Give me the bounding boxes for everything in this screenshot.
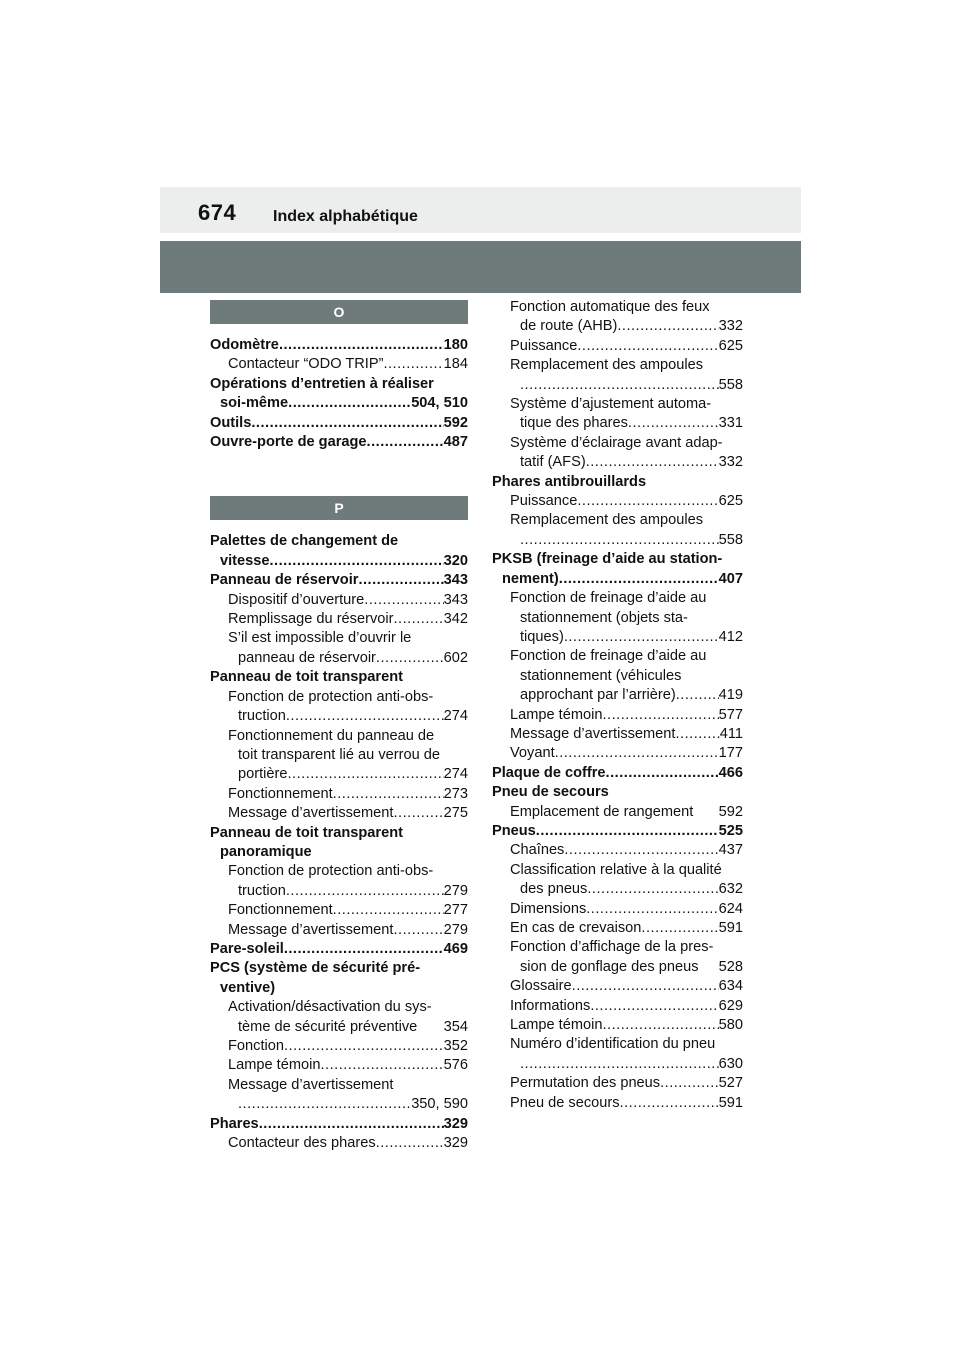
page-ref: 407 [718,570,743,587]
page-ref: 342 [443,611,468,628]
entry-text: Voyant [510,745,555,762]
index-subentry [210,727,468,785]
index-subentry [210,901,468,920]
dot-leader [393,921,443,940]
entry-text: Pare-soleil [210,940,284,957]
index-subentry [210,1056,468,1075]
entry-text: Panneau de toit transparent [210,669,403,686]
entry-text: Contacteur des phares [228,1135,376,1152]
index-subentry [210,1037,468,1056]
entry-text: S’il est impossible d’ouvrir le [228,630,412,647]
index-subentry [492,725,743,744]
entry-text: nement) [502,570,559,587]
page-ref: 577 [718,706,743,723]
index-subentry [492,841,743,860]
index-subentry [210,591,468,610]
dot-leader [238,1095,411,1114]
dot-leader [364,591,443,610]
dot-leader [602,706,718,725]
dot-leader [559,570,719,589]
entry-text: Lampe témoin [228,1057,321,1074]
entry-text: Fonction [228,1038,284,1054]
dot-leader [590,997,718,1016]
entry-text: des pneus [520,881,588,898]
entry-text: Glossaire [510,978,572,995]
index-subentry [492,861,743,900]
entry-text: Remplacement des ampoules [510,512,704,529]
page-ref: 419 [718,687,743,704]
entry-text: Remplacement des ampoules [510,357,704,374]
dot-leader [520,531,719,550]
index-column-right [492,298,743,1113]
entry-text: Pneu de secours [492,784,609,801]
dot-leader [520,1055,719,1074]
index-entry [210,824,468,863]
dot-leader [676,686,719,705]
dot-leader [376,1134,444,1153]
entry-text: sion de gonflage des pneus [520,958,699,975]
dot-leader [259,1115,444,1134]
entry-text: panneau de réservoir [238,649,376,666]
index-subentry [492,511,743,550]
index-entry [492,764,743,783]
index-subentry [210,688,468,727]
entry-text: Odomètre [210,337,279,353]
dot-leader [284,940,444,959]
entry-text: portière [238,766,288,783]
dot-leader [586,453,719,472]
dot-leader [606,764,719,783]
page-ref: 632 [718,881,743,898]
entry-text: stationnement (véhicules [520,667,682,684]
dot-leader [286,707,444,726]
index-subentry [492,1016,743,1035]
entry-text: Fonction d’affichage de la pres- [510,939,714,956]
page-ref: 634 [718,978,743,995]
page-ref: 629 [718,997,743,1014]
dot-leader [555,744,719,763]
header-strip [160,187,801,233]
page-number: 674 [198,200,237,225]
dot-leader [572,977,719,996]
entry-text: truction [238,882,286,899]
index-subentry [492,647,743,705]
entry-text: vitesse [220,552,270,569]
entry-text: Fonction de protection anti-obs- [228,688,434,705]
page-ref: 343 [443,572,468,589]
entry-text: Fonctionnement [228,785,333,802]
entry-text: tique des phares [520,415,628,432]
dot-leader [602,1016,718,1035]
index-entry [210,336,468,355]
index-entry [210,571,468,590]
index-subentry [492,900,743,919]
dot-leader [251,414,443,433]
page-ref: 591 [718,920,743,936]
page-ref: 576 [443,1057,468,1074]
entry-text: Emplacement de rangement [510,803,694,820]
dot-leader [577,337,718,356]
entry-text: Informations [510,997,591,1014]
index-subentry [210,921,468,940]
page-ref: 624 [718,900,743,917]
dot-leader [286,882,444,901]
entry-text: Palettes de changement de [210,533,399,550]
dot-leader [284,1037,444,1056]
dot-leader [564,628,719,647]
page-ref: 525 [718,822,743,839]
entry-text: Lampe témoin [510,1017,603,1034]
index-subentry [492,803,743,822]
entry-text: Opérations d’entretien à réaliser [210,375,434,392]
entry-text: Remplissage du réservoir [228,611,394,628]
dot-leader [520,376,719,395]
dot-leader [333,785,444,804]
entry-text: ventive) [220,979,276,996]
page-ref: 625 [718,337,743,354]
dot-leader [376,649,444,668]
dot-leader [628,414,719,433]
entry-text: stationnement (objets sta- [520,609,688,626]
entry-text: Dispositif d’ouverture [228,591,365,608]
index-entry [492,550,743,589]
entry-text: Phares [210,1115,259,1132]
page-ref: 558 [718,531,743,548]
entry-text: PKSB (freinage d’aide au station- [492,551,723,568]
entry-text: Fonction de freinage d’aide au [510,590,707,607]
entry-text: Phares antibrouillards [492,473,647,490]
entry-text: Chaînes [510,842,565,859]
index-subentry [492,434,743,473]
page-ref: 180 [443,337,468,353]
page-ref: 177 [718,745,743,762]
page-ref: 320 [443,552,468,569]
entry-text: Système d’ajustement automa- [510,396,712,413]
entry-text: Outils [210,414,252,431]
page-ref: 279 [443,921,468,938]
index-subentry [492,997,743,1016]
page-ref: 343 [443,591,468,608]
entry-text: Ouvre-porte de garage [210,434,367,451]
entry-text: Dimensions [510,900,587,917]
dot-leader [641,919,718,938]
index-entry [210,959,468,998]
index-subentry [492,356,743,395]
index-subentry [492,298,743,337]
entry-text: Pneu de secours [510,1094,620,1111]
entry-text: PCS (système de sécurité pré- [210,960,421,977]
header-band [160,241,801,293]
page-ref: 528 [718,958,743,975]
entry-text: Contacteur “ODO TRIP” [228,356,384,373]
entry-text: Fonction de protection anti-obs- [228,863,434,880]
entry-text: En cas de crevaison [510,920,642,936]
entry-text: toit transparent lié au verrou de [238,746,440,763]
entry-text: Système d’éclairage avant adap- [510,434,723,451]
dot-leader [617,317,718,336]
index-entry [210,668,468,687]
page-ref: 591 [718,1094,743,1111]
page-ref: 329 [443,1115,468,1132]
index-subentry [492,395,743,434]
entry-text: Numéro d’identification du pneu [510,1036,716,1053]
entry-text: panoramique [220,843,312,860]
entry-text: Panneau de réservoir [210,572,359,589]
index-subentry [492,938,743,977]
entry-text: Message d’avertissement [228,1076,394,1093]
page-ref: 332 [718,454,743,471]
section-letter-bar: O [210,300,468,324]
page-ref: 558 [718,376,743,393]
dot-leader [367,433,444,452]
page-ref: 184 [443,356,468,373]
dot-leader [393,804,443,823]
dot-leader [270,552,444,571]
entry-text: Pneus [492,822,536,839]
dot-leader [287,765,443,784]
entry-text: de route (AHB) [520,318,618,335]
page-ref: 275 [443,805,468,822]
index-subentry [492,706,743,725]
index-entry [210,433,468,452]
entry-text: Fonction de freinage d’aide au [510,648,707,665]
dot-leader [587,880,718,899]
page-title: Index alphabétique [273,208,418,225]
index-subentry [492,744,743,763]
index-subentry [210,610,468,629]
page-ref: 592 [718,803,743,820]
index-subentry [492,589,743,647]
dot-leader [564,841,718,860]
entry-text: Panneau de toit transparent [210,824,403,841]
dot-leader [393,610,443,629]
entry-text: Message d’avertissement [228,805,394,822]
index-entry [492,822,743,841]
index-entry [492,473,743,492]
index-subentry [210,1134,468,1153]
dot-leader [288,394,411,413]
page-ref: 332 [718,318,743,335]
index-column-left [210,298,468,1153]
page-ref: 274 [443,766,468,783]
page-ref: 487 [443,434,468,451]
entry-text: tatif (AFS) [520,454,586,471]
entry-text: Message d’avertissement [228,921,394,938]
entry-text: Lampe témoin [510,706,603,723]
entry-text: Permutation des pneus [510,1075,661,1092]
page-ref: 469 [443,940,468,957]
entry-text: soi-même [220,395,289,412]
page-ref: 352 [443,1038,468,1054]
dot-leader [577,492,718,511]
dot-leader [660,1074,719,1093]
dot-leader [586,900,718,919]
page-ref: 331 [718,415,743,432]
index-subentry [492,1074,743,1093]
page-ref: 279 [443,882,468,899]
dot-leader [536,822,719,841]
index-subentry [492,1094,743,1113]
index-entry [210,532,468,571]
index-subentry [492,337,743,356]
index-subentry [210,804,468,823]
page-ref: 580 [718,1017,743,1034]
page-ref: 437 [718,842,743,859]
page-ref: 329 [443,1135,468,1152]
dot-leader [675,725,719,744]
page-ref: 273 [443,785,468,802]
index-entry [210,1115,468,1134]
index-entry [210,414,468,433]
page-ref: 625 [718,493,743,510]
entry-text: Puissance [510,337,578,354]
entry-text: tiques) [520,628,564,645]
page-ref: 274 [443,708,468,725]
page-ref: 504, 510 [411,395,468,412]
page-ref: 411 [719,725,743,742]
index-subentry [210,785,468,804]
entry-text: Classification relative à la qualité [510,861,722,878]
index-subentry [210,998,468,1037]
dot-leader [333,901,444,920]
entry-text: Activation/désactivation du sys- [228,999,432,1016]
entry-text: tème de sécurité préventive [238,1018,418,1035]
index-entry [210,940,468,959]
index-subentry [210,629,468,668]
index-entry [492,783,743,802]
section-letter-bar: P [210,496,468,520]
entry-text: Message d’avertissement [510,725,676,742]
index-subentry [210,355,468,374]
entry-text: Plaque de coffre [492,764,606,781]
entry-text: Fonctionnement [228,902,333,919]
dot-leader [279,336,444,355]
page-ref: 630 [718,1055,743,1072]
page-ref: 527 [718,1075,743,1092]
index-entry [210,375,468,414]
dot-leader [383,355,443,374]
index-subentry [210,862,468,901]
page-ref: 592 [443,414,468,431]
entry-text: Fonctionnement du panneau de [228,727,435,744]
index-subentry [210,1076,468,1115]
index-subentry [492,919,743,938]
dot-leader [320,1056,443,1075]
index-subentry [492,977,743,996]
dot-leader [620,1094,719,1113]
page-ref: 466 [718,764,743,781]
index-subentry [492,1035,743,1074]
entry-text: truction [238,708,286,725]
dot-leader [358,571,443,590]
entry-text: Puissance [510,493,578,510]
index-subentry [492,492,743,511]
page-ref: 602 [443,649,468,666]
page-ref: 350, 590 [411,1096,468,1113]
page-ref: 277 [443,902,468,919]
page-ref: 412 [718,628,743,645]
page-ref: 354 [443,1018,468,1035]
entry-text: approchant par l’arrière) [520,687,676,704]
entry-text: Fonction automatique des feux [510,299,710,315]
